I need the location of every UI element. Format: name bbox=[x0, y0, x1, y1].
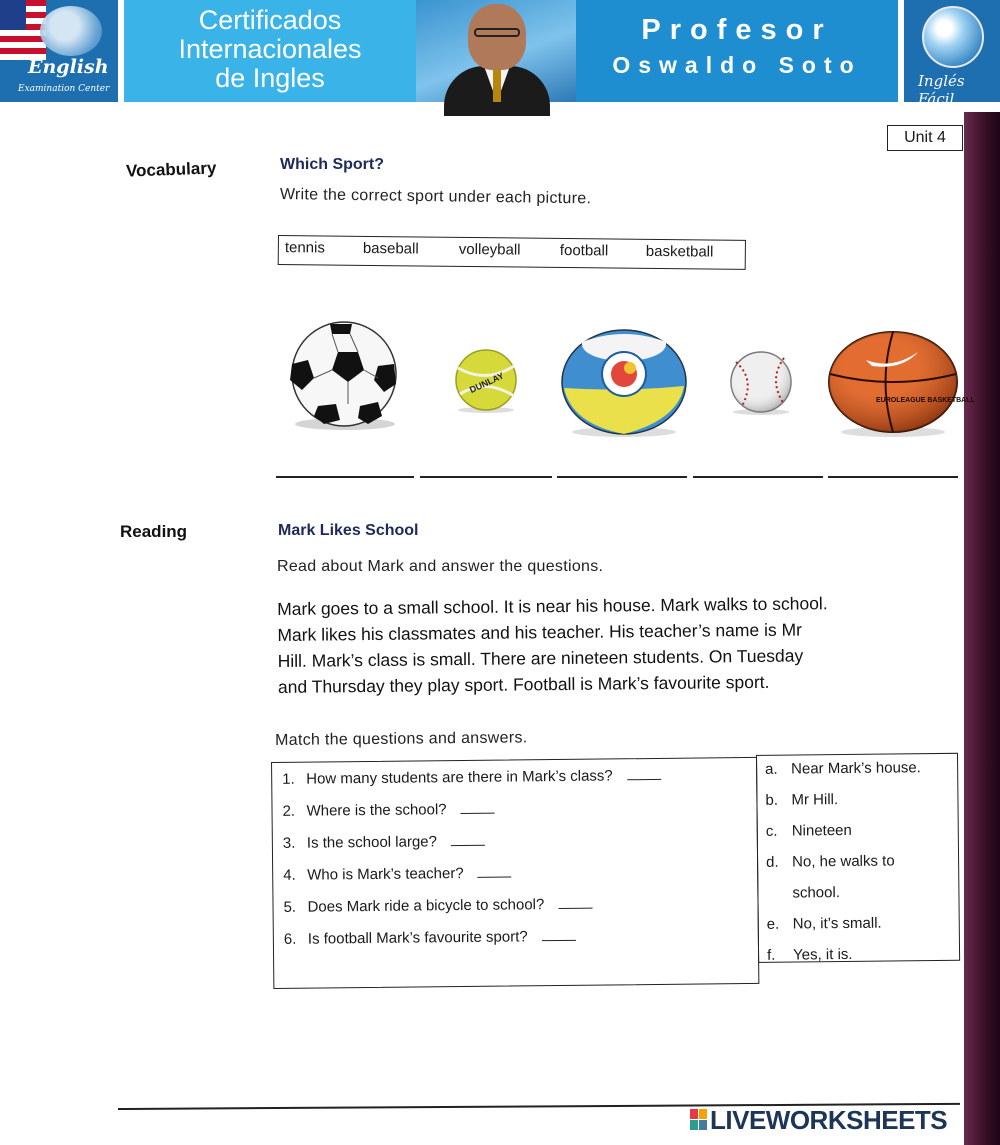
answer-letter: b. bbox=[765, 791, 779, 809]
book-page-edge bbox=[964, 112, 1000, 1145]
answer-row bbox=[767, 946, 853, 964]
question-text: Who is Mark’s teacher? bbox=[307, 864, 464, 884]
answer-letter: d. bbox=[766, 853, 779, 871]
soccer-ball-picture bbox=[278, 320, 412, 432]
answer-input-soccer-ball[interactable] bbox=[276, 452, 414, 476]
answer-blank[interactable] bbox=[627, 768, 661, 780]
answer-row bbox=[767, 915, 882, 933]
word-bank-item: baseball bbox=[362, 239, 419, 258]
volleyball-picture bbox=[558, 328, 690, 438]
reading-passage bbox=[277, 589, 968, 700]
answer-letter: f. bbox=[766, 946, 776, 964]
professor-photo bbox=[416, 0, 576, 102]
answer-row bbox=[766, 884, 840, 902]
reading-title: Mark Likes School bbox=[278, 522, 419, 539]
answer-line bbox=[276, 476, 414, 478]
answer-input-basketball[interactable] bbox=[828, 452, 958, 476]
answer-letter: a. bbox=[765, 760, 778, 778]
us-flag-canton bbox=[0, 0, 26, 30]
question-number: 5. bbox=[283, 898, 297, 916]
vocabulary-title: Which Sport? bbox=[280, 156, 384, 173]
liveworksheets-wordmark: LIVEWORKSHEETS bbox=[710, 1105, 948, 1135]
banner-professor-name: Oswaldo Soto bbox=[612, 52, 862, 78]
tennis-ball-brand: DUNLAY bbox=[467, 370, 506, 396]
answer-line bbox=[557, 476, 687, 478]
answer-input-volleyball[interactable] bbox=[557, 452, 687, 476]
answer-text: Near Mark’s house. bbox=[791, 759, 921, 778]
reading-section-label: Reading bbox=[120, 522, 188, 541]
question-number: 3. bbox=[282, 834, 296, 852]
question-number: 1. bbox=[282, 770, 295, 788]
word-bank-item: volleyball bbox=[458, 240, 521, 259]
banner-cert-line-3: de Ingles bbox=[215, 63, 325, 93]
header-banner bbox=[0, 0, 1000, 108]
answers-box bbox=[756, 753, 960, 963]
question-text: How many students are there in Mark’s class? bbox=[306, 767, 613, 788]
question-number: 4. bbox=[283, 866, 296, 884]
answer-text: Mr Hill. bbox=[791, 791, 839, 809]
answer-text: No, it’s small. bbox=[792, 914, 882, 933]
answer-input-tennis-ball[interactable] bbox=[420, 452, 552, 476]
unit-label: Unit 4 bbox=[887, 125, 963, 151]
photo-glasses bbox=[474, 28, 520, 37]
answer-text: Yes, it is. bbox=[792, 945, 853, 964]
match-instruction: Match the questions and answers. bbox=[275, 729, 528, 749]
match-table bbox=[271, 753, 960, 989]
passage-line: Mark goes to a small school. It is near his house. Mark walks to school. bbox=[277, 593, 828, 619]
answer-text: No, he walks to bbox=[792, 852, 895, 871]
reading-instruction: Read about Mark and answer the questions. bbox=[277, 558, 604, 575]
tennis-ball-picture bbox=[448, 348, 524, 414]
question-number: 6. bbox=[283, 930, 297, 948]
word-bank bbox=[278, 235, 746, 270]
passage-line: Hill. Mark’s class is small. There are nineteen students. On Tuesday bbox=[277, 645, 804, 671]
question-number: 2. bbox=[282, 802, 296, 820]
answer-blank[interactable] bbox=[542, 929, 576, 941]
banner-cert-line-1: Certificados bbox=[198, 5, 342, 35]
answer-row bbox=[765, 791, 838, 809]
word-bank-item: tennis bbox=[284, 239, 325, 257]
logo-english-text: English bbox=[28, 56, 109, 78]
logo-ingles-facil-text: Inglés Fácil bbox=[918, 72, 965, 108]
answer-line bbox=[420, 476, 552, 478]
logo-exam-center-text: Examination Center bbox=[18, 84, 110, 94]
answer-row bbox=[765, 759, 921, 778]
question-text: Is football Mark’s favourite sport? bbox=[307, 928, 528, 948]
basketball-picture bbox=[826, 330, 975, 438]
banner-profesor-text: Profesor bbox=[641, 14, 833, 46]
answer-line bbox=[828, 476, 958, 478]
ingles-facil-logo bbox=[904, 0, 1000, 108]
photo-head bbox=[468, 4, 526, 70]
answer-row bbox=[766, 822, 852, 840]
question-row bbox=[283, 896, 592, 916]
question-row bbox=[284, 928, 576, 948]
photo-tie bbox=[493, 70, 501, 102]
answer-letter: e. bbox=[766, 915, 780, 933]
word-bank-item: basketball bbox=[645, 242, 714, 261]
banner-certificados-panel bbox=[124, 0, 416, 102]
question-row bbox=[283, 833, 485, 852]
questions-box bbox=[271, 757, 759, 989]
question-row bbox=[282, 801, 494, 820]
basketball-brand: EUROLEAGUE BASKETBALL bbox=[876, 397, 975, 404]
english-examination-center-logo bbox=[0, 0, 118, 102]
answer-text: school. bbox=[792, 884, 841, 902]
answer-blank[interactable] bbox=[451, 834, 485, 846]
baseball-picture bbox=[722, 350, 800, 416]
vocabulary-section-label: Vocabulary bbox=[125, 158, 217, 181]
question-row bbox=[282, 767, 661, 788]
liveworksheets-logo-icon bbox=[690, 1109, 708, 1131]
passage-line: and Thursday they play sport. Football is Mark’s favourite sport. bbox=[277, 671, 770, 697]
question-text: Is the school large? bbox=[306, 833, 438, 852]
banner-professor-panel bbox=[576, 0, 898, 102]
question-row bbox=[283, 864, 512, 883]
banner-cert-line-2: Internacionales bbox=[178, 34, 362, 64]
globe-icon bbox=[922, 6, 984, 68]
answer-row bbox=[766, 852, 895, 870]
word-bank-item: football bbox=[559, 241, 609, 260]
answer-blank[interactable] bbox=[558, 897, 592, 909]
passage-line: Mark likes his classmates and his teacher. His teacher’s name is Mr bbox=[277, 619, 803, 645]
answer-text: Nineteen bbox=[791, 821, 852, 840]
answer-line bbox=[693, 476, 823, 478]
question-text: Where is the school? bbox=[306, 801, 447, 820]
answer-input-baseball[interactable] bbox=[693, 452, 823, 476]
answer-letter: c. bbox=[765, 822, 778, 840]
question-text: Does Mark ride a bicycle to school? bbox=[307, 896, 545, 916]
answer-blank[interactable] bbox=[478, 865, 512, 877]
map-icon bbox=[40, 6, 102, 56]
vocabulary-instruction: Write the correct sport under each picture. bbox=[279, 186, 592, 208]
answer-blank[interactable] bbox=[461, 802, 495, 814]
